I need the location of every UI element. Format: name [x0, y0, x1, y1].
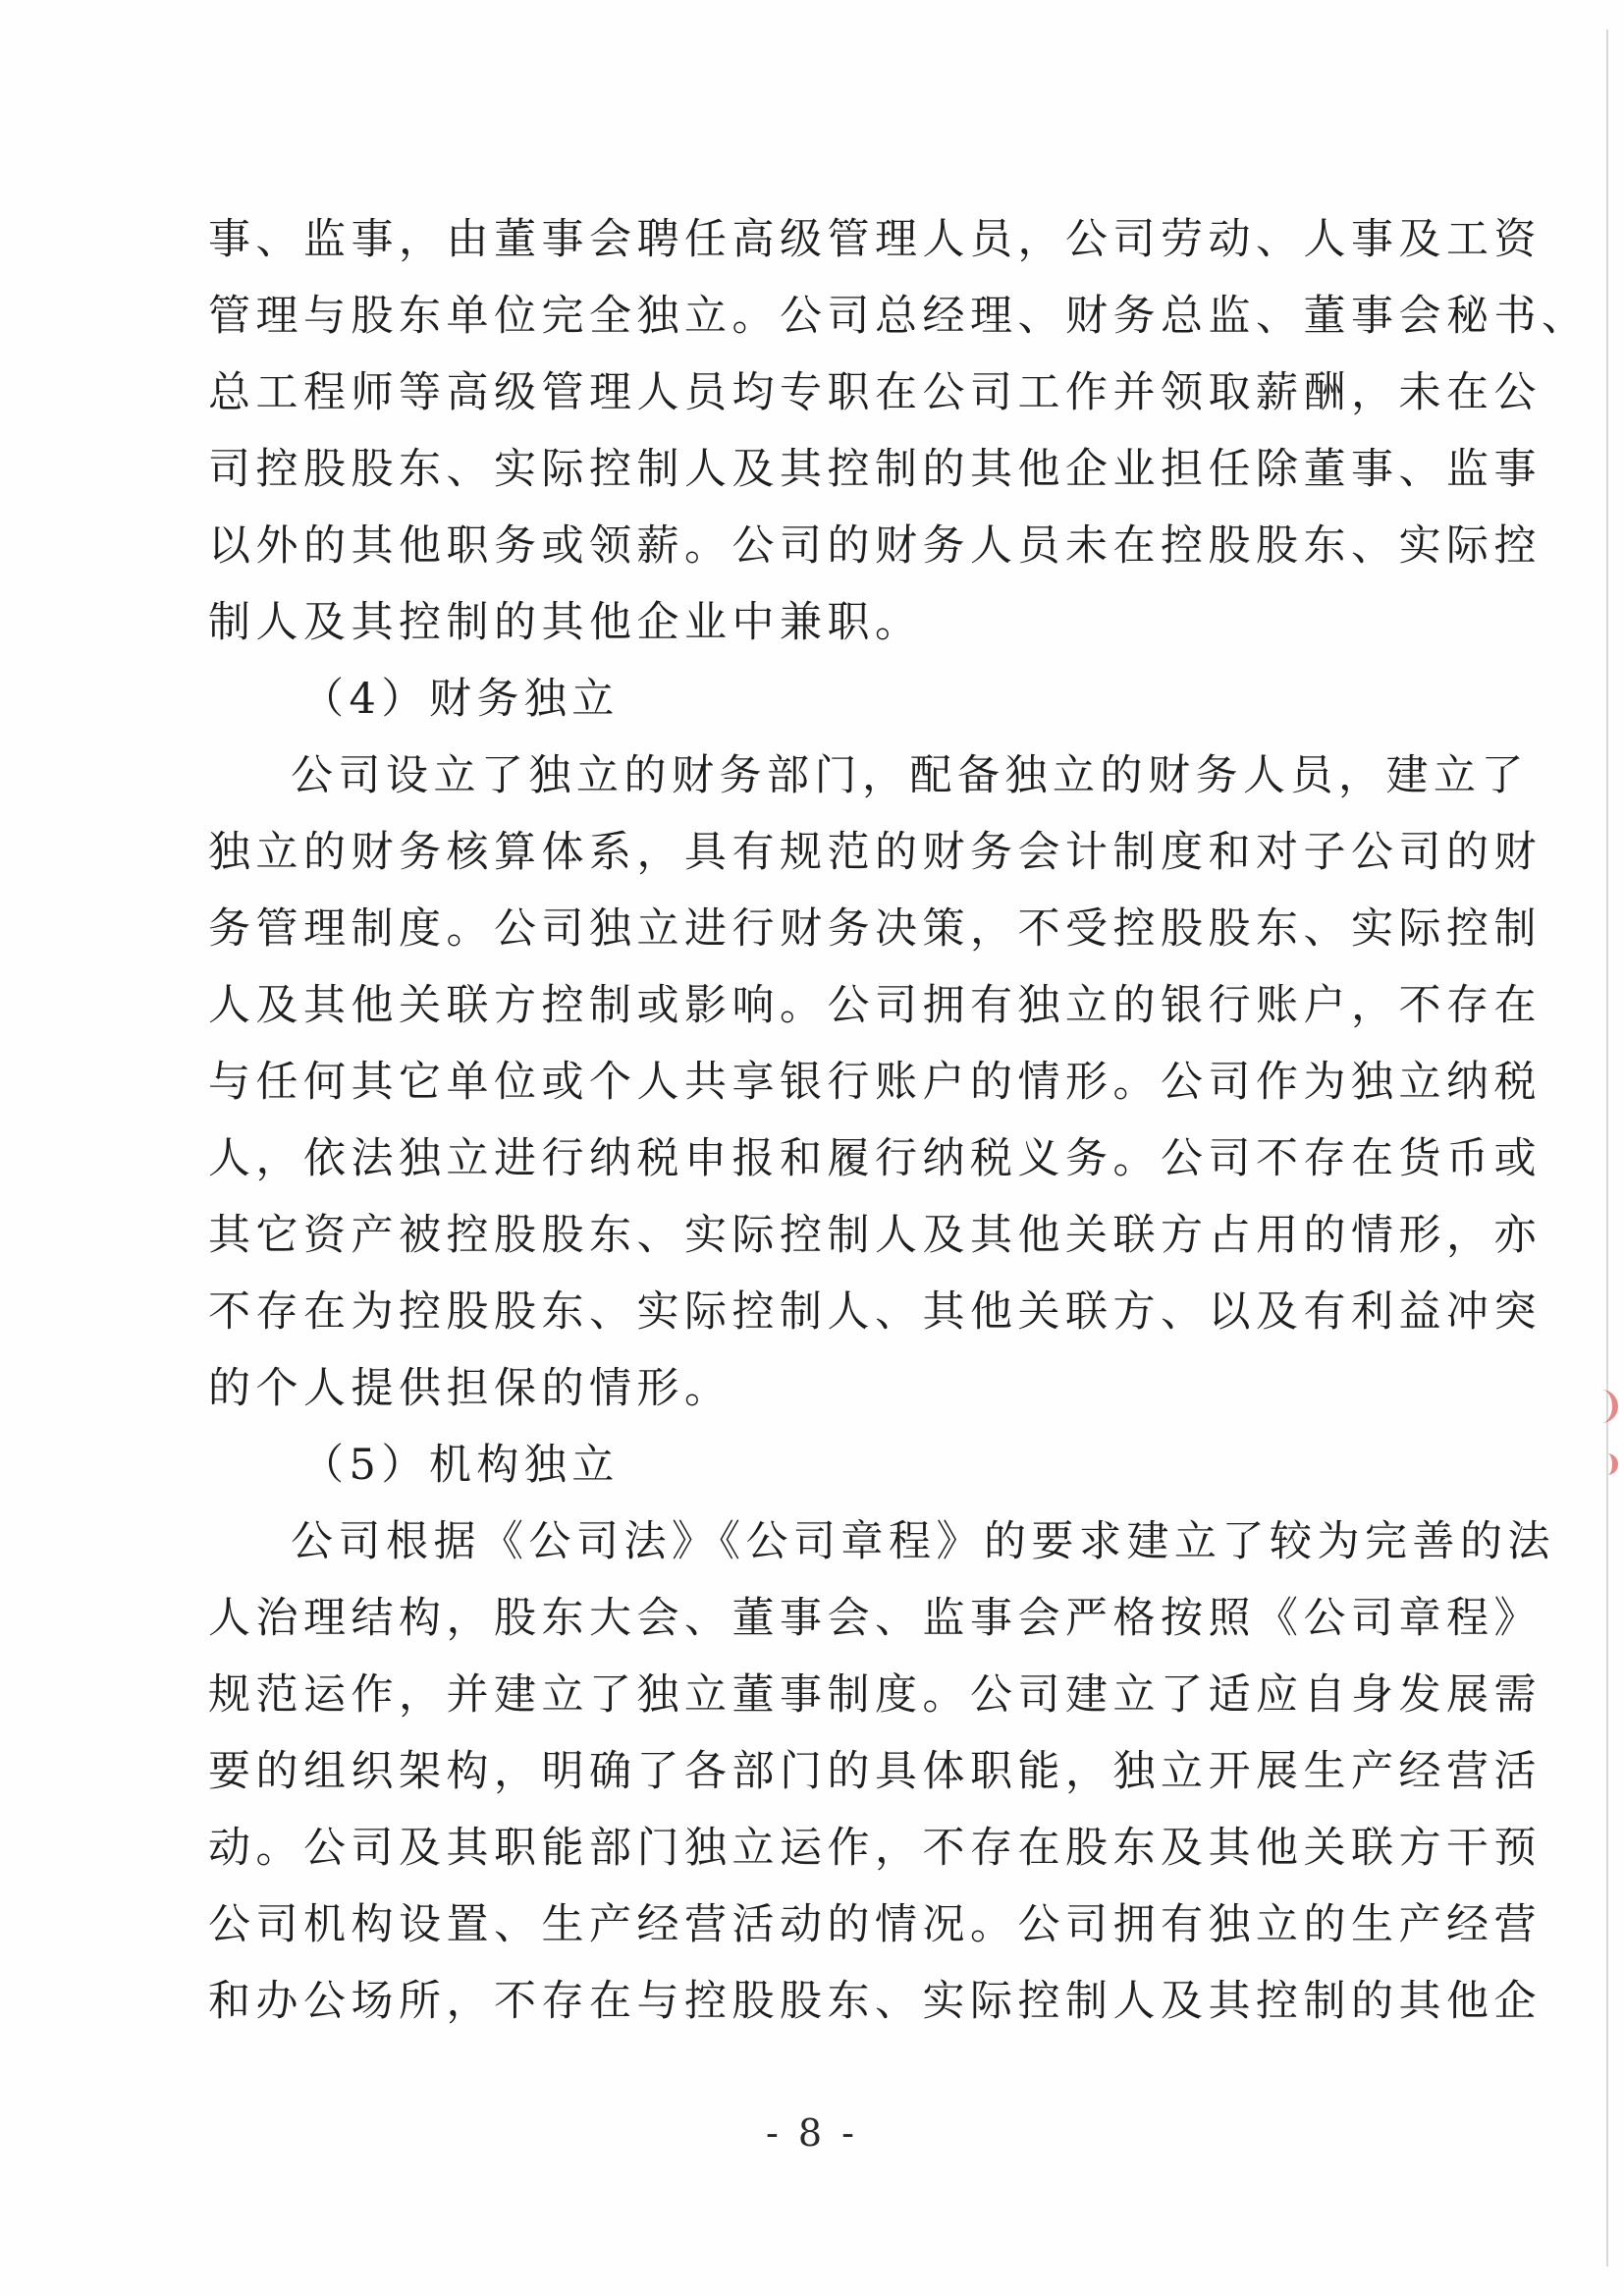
paragraph-line: 公司机构设置、生产经营活动的情况。公司拥有独立的生产经营: [208, 1900, 1542, 1949]
paragraph-line: 的个人提供担保的情形。: [208, 1364, 732, 1413]
seal-edge-mark: [1598, 1453, 1618, 1475]
paragraph-line: 人及其他关联方控制或影响。公司拥有独立的银行账户，不存在: [208, 981, 1542, 1030]
paragraph-line: 独立的财务核算体系，具有规范的财务会计制度和对子公司的财: [208, 828, 1542, 877]
paragraph-line: 务管理制度。公司独立进行财务决策，不受控股股东、实际控制: [208, 904, 1542, 954]
paragraph-line: 制人及其控制的其他企业中兼职。: [208, 598, 923, 647]
paragraph-line: 公司设立了独立的财务部门，配备独立的财务人员，建立了: [291, 751, 1529, 800]
section-heading-finance-independence: （4）财务独立: [301, 675, 620, 724]
paragraph-line: 与任何其它单位或个人共享银行账户的情形。公司作为独立纳税: [208, 1058, 1542, 1107]
document-body: [208, 201, 1590, 2040]
paragraph-line: 事、监事，由董事会聘任高级管理人员，公司劳动、人事及工资: [208, 215, 1542, 264]
scan-edge-divider: [1606, 29, 1608, 2267]
paragraph-line: 和办公场所，不存在与控股股东、实际控制人及其控制的其他企: [208, 1977, 1542, 2026]
paragraph-line: 人，依法独立进行纳税申报和履行纳税义务。公司不存在货币或: [208, 1134, 1542, 1183]
paragraph-line: 管理与股东单位完全独立。公司总经理、财务总监、董事会秘书、: [208, 292, 1590, 341]
paragraph-line: 其它资产被控股股东、实际控制人及其他关联方占用的情形，亦: [208, 1211, 1542, 1260]
paragraph-line: 规范运作，并建立了独立董事制度。公司建立了适应自身发展需: [208, 1670, 1542, 1720]
paragraph-line: 动。公司及其职能部门独立运作，不存在股东及其他关联方干预: [208, 1824, 1542, 1873]
paragraph-line: 以外的其他职务或领薪。公司的财务人员未在控股股东、实际控: [208, 521, 1542, 571]
section-heading-organization-independence: （5）机构独立: [301, 1441, 620, 1490]
paragraph-line: 公司根据《公司法》《公司章程》的要求建立了较为完善的法: [291, 1517, 1555, 1566]
paragraph-line: 总工程师等高级管理人员均专职在公司工作并领取薪酬，未在公: [208, 368, 1542, 417]
paragraph-line: 人治理结构，股东大会、董事会、监事会严格按照《公司章程》: [208, 1594, 1542, 1643]
paragraph-line: 司控股股东、实际控制人及其控制的其他企业担任除董事、监事: [208, 445, 1542, 494]
seal-edge-mark: [1598, 1390, 1618, 1423]
paragraph-line: 要的组织架构，明确了各部门的具体职能，独立开展生产经营活: [208, 1747, 1542, 1796]
paragraph-line: 不存在为控股股东、实际控制人、其他关联方、以及有利益冲突: [208, 1287, 1542, 1337]
page-number: - 8 -: [765, 2111, 858, 2155]
